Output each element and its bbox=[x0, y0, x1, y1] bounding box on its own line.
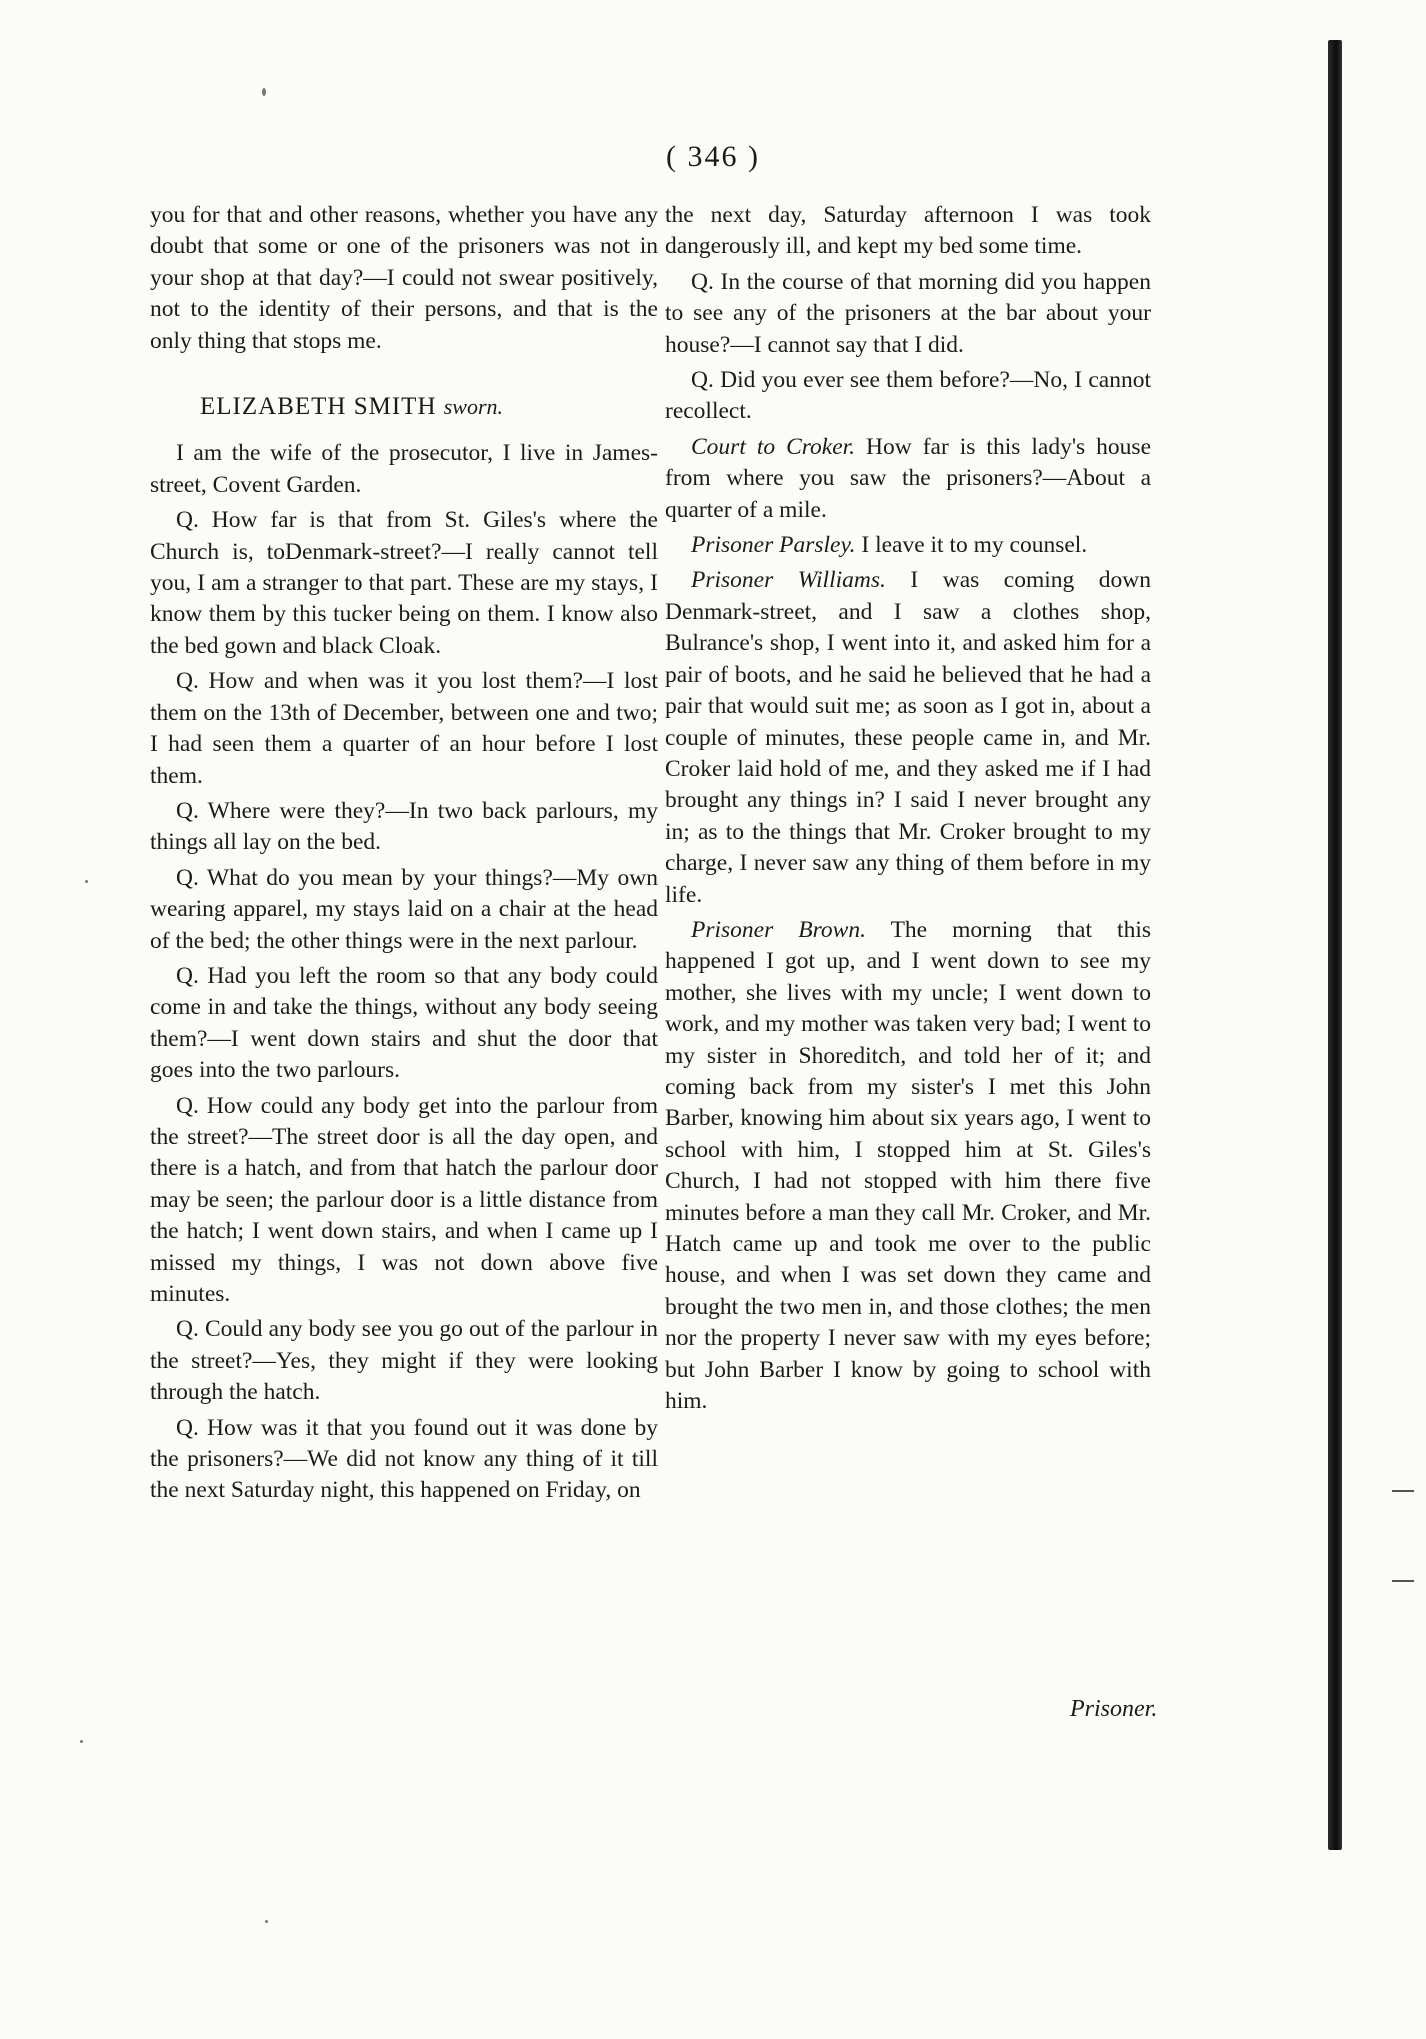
scan-border-bar bbox=[1328, 40, 1342, 1850]
right-column bbox=[665, 200, 1151, 1417]
paragraph: Q. In the course of that morning did you happen to see any of the prisoners at the bar about your house?—I cannot say that I did. bbox=[665, 268, 1151, 358]
speech-text: I was coming down Denmark-street, and I saw a clothes shop, Bulrance's shop, I went into it, and asked him for a pair of boots, and he said he believed that he had a pair that would suit me; as soon as I got in, about a couple of minutes, these people came in, and Mr. Croker laid hold of me, and they asked me if I had brought any things in? I said I never brought any in; as to the things that Mr. Croker brought to my charge, I never saw any thing of them before in my life. bbox=[665, 567, 1151, 908]
paragraph: the next day, Saturday afternoon I was took dangerously ill, and kept my bed some time. bbox=[665, 202, 1151, 260]
paragraph: Q. What do you mean by your things?—My own wearing apparel, my stays laid on a chair at the head of the bed; the other things were in the next parlour. bbox=[150, 864, 658, 954]
sworn-label: sworn. bbox=[443, 394, 504, 420]
paragraph: Q. Could any body see you go out of the parlour in the street?—Yes, they might if they were looking through the hatch. bbox=[150, 1316, 658, 1406]
paragraph: Q. How and when was it you lost them?—I lost them on the 13th of December, between one and two; I had seen them a quarter of an hour before I lost them. bbox=[150, 668, 658, 789]
paragraph: Q. Did you ever see them before?—No, I cannot recollect. bbox=[665, 367, 1151, 425]
paragraph: Q. How far is that from St. Giles's where the Church is, toDenmark-street?—I really cannot tell you, I am a stranger to that part. These are my stays, I know them by this tucker being on them. I know also the bed gown and black Cloak. bbox=[150, 507, 658, 659]
paragraph bbox=[665, 530, 1151, 561]
witness-heading bbox=[200, 391, 658, 422]
paragraph bbox=[665, 915, 1151, 1418]
paragraph: Q. How was it that you found out it was done by the prisoners?—We did not know any thing of it till the next Saturday night, this happened on Friday, on bbox=[150, 1414, 658, 1504]
speaker-label: Court to Croker. bbox=[691, 433, 856, 460]
catchword: Prisoner. bbox=[1070, 1696, 1158, 1722]
speech-text: I leave it to my counsel. bbox=[861, 532, 1088, 559]
edge-mark bbox=[1392, 1490, 1414, 1492]
paragraph: Q. Had you left the room so that any body could come in and take the things, without any body seeing them?—I went down stairs and shut the door that goes into the two parlours. bbox=[150, 962, 658, 1084]
scan-speck bbox=[80, 1740, 83, 1743]
speaker-label: Prisoner Williams. bbox=[691, 567, 886, 594]
paragraph: Q. How could any body get into the parlour from the street?—The street door is all the day open, and there is a hatch, and from that hatch the parlour door may be seen; the parlour door is a little distance from the hatch; I went down stairs, and when I came up I missed my things, I was not down above five minutes. bbox=[150, 1092, 658, 1307]
edge-mark bbox=[1392, 1580, 1414, 1582]
scan-speck bbox=[85, 880, 88, 883]
paragraph bbox=[665, 565, 1151, 910]
speech-text: How far is this lady's house from where you saw the prisoners?—About a quarter of a mile. bbox=[665, 433, 1151, 523]
speaker-label: Prisoner Parsley. bbox=[691, 532, 856, 559]
scan-speck bbox=[265, 1920, 268, 1923]
paragraph: you for that and other reasons, whether you have any doubt that some or one of the prisoners was not in your shop at that day?—I could not swear positively, not to the identity of their persons, and that is the only thing that stops me. bbox=[150, 202, 658, 354]
witness-name: ELIZABETH SMITH bbox=[200, 393, 437, 421]
speaker-label: Prisoner Brown. bbox=[691, 916, 866, 943]
speech-text: The morning that this happened I got up, and I went down to see my mother, she lives with my uncle; I went down to work, and my mother was taken very bad; I went to my sister in Shoreditch, and told her of it; and coming back from my sister's I met this John Barber, knowing him about six years ago, I went to school with him, I stopped him at St. Giles's Church, I had not stopped with him there five minutes before a man they call Mr. Croker, and Mr. Hatch came up and took me over to the public house, and when I was set down they came and brought the two men in, and those clothes; the men nor the property I never saw with my eyes before; but John Barber I know by going to school with him. bbox=[665, 916, 1151, 1415]
page-number: ( 346 ) bbox=[666, 140, 760, 173]
left-column bbox=[150, 200, 658, 1507]
scan-speck bbox=[262, 88, 266, 96]
paragraph: I am the wife of the prosecutor, I live in James-street, Covent Garden. bbox=[150, 440, 658, 498]
paragraph bbox=[665, 432, 1151, 526]
paragraph: Q. Where were they?—In two back parlours, my things all lay on the bed. bbox=[150, 797, 658, 856]
